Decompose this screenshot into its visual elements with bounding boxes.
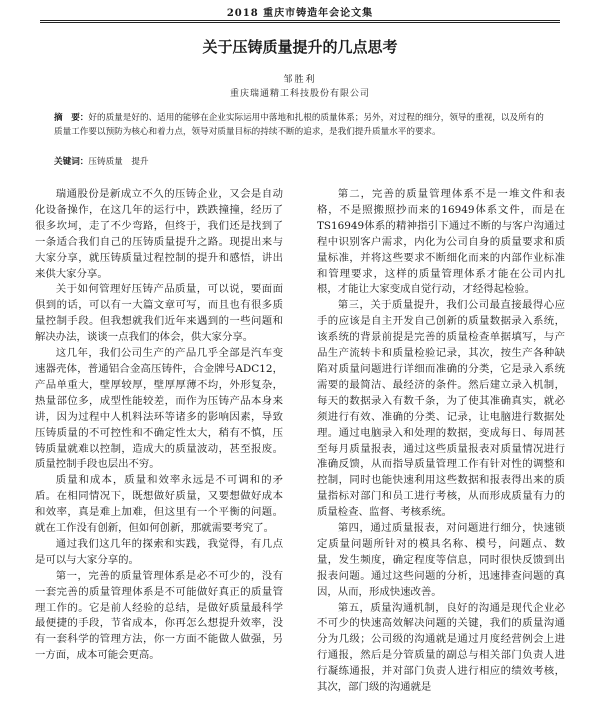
paragraph: 第一，完善的质量管理体系是必不可少的，没有一套完善的质量管理体系是不可能做好真正的质量管理工作的。它是前人经验的总结，是做好质量最科学最便捷的手段，节省成本，你再怎么想提升效率，没有一套科学的管理方法，你一方面不能做人做强，另一方面，成本可能会更高。 [35,569,283,662]
abstract-text: 好的质量是好的、适用的能够在企业实际运用中落地和扎根的质量体系；另外，对过程的细分，领导的重视，以及所有的质量工作要以预防为核心和着力点，领导对质量目标的持续不断的追求，是我们提升质量水平的要求。 [54,113,544,137]
paragraph: 通过我们这几年的探索和实践，我觉得，有几点是可以与大家分享的。 [35,537,283,566]
keywords [54,155,552,167]
header-rule [40,20,560,21]
keywords-text: 压铸质量 提升 [88,157,149,167]
author-name: 邹胜利 [283,75,317,85]
paragraph: 第三，关于质量提升，我们公司最直接最得心应手的应该是自主开发自己创新的质量数据录入系统，该系统的背景前提是完善的质量检查单据填写，与产品生产流转卡和质量检验记录，其次，按生产各种缺陷对质量问题进行详细而准确的分类，它是录入系统需要的最简洁、最经济的条件。然后建立录入机制，每天的数据录入有数千条，为了使其准确真实，就必须进行有效、准确的分类、记录，让电脑进行数据处理。通过电脑录入和处理的数据，变成每日、每周甚至每月质量报表，通过这些质量报表对质量情况进行准确反馈，从而指导质量管理工作有针对性的调整和控制，同时也能快速利用这些数据和报表得出来的质量指标对部门和员工进行考核，从而形成质量有力的质量检查、监督、考核系统。 [317,299,565,519]
paper-title: 关于压铸质量提升的几点思考 [202,38,398,56]
keywords-label: 关键词： [54,157,89,167]
paragraph: 关于如何管理好压铸产品质量，可以说，要面面俱到的话，可以有一大篇文章可写，而且也有很多质量控制手段。但我想就我们近年来遇到的一些问题和解决办法，谈谈一点我们的体会，供大家分享。 [35,283,283,344]
paragraph: 第四，通过质量报表，对问题进行细分，快速锁定质量问题所针对的模具名称、模号，问题点、数量，发生频度，确定程度等信息，同时很快反馈到出报表问题。通过这些问题的分析，迅速排查问题的真因，从而，形成快速改善。 [317,522,565,598]
paragraph: 这几年，我们公司生产的产品几乎全部是汽车变速器壳体，普通铝合金高压铸件，合金牌号ADC12，产品单重大，壁厚较厚，壁厚厚薄不均，外形复杂，热量部位多，成型性能较差，而作为压铸产品本身来讲，因为过程中人机料法环等诸多的影响因素，导致压铸质量的不可控性和不确定性太大，稍有不慎，压铸质量就难以控制，造成大的质量波动，甚至报废。质量控制手段也层出不穷。 [35,347,283,471]
paragraph: 第五，质量沟通机制，良好的沟通是现代企业必不可少的快速高效解决问题的关键，我们的质量沟通分为几级；公司级的沟通就是通过月度经营例会上进行通报，然后是分管质量的副总与相关部门负责人进行凝练通报，并对部门负责人进行相应的绩效考核，其次，部门级的沟通就是 [317,601,565,694]
paragraph: 第二，完善的质量管理体系不是一堆文件和表格，不是照搬照抄而来的16949体系文件，而是在TS16949体系的精神指引下通过不断的与客户沟通过程中识别客户需求，内化为公司自身的质量要求和质量标准，并将这些要求不断细化而来的内部作业标准和管理要求，这样的质量管理体系才能在公司内扎根，才能让大家变成自觉行动，才经得起检验。 [317,188,565,296]
header-rule-double [40,22,560,23]
running-header: 2018 重庆市铸造年会论文集 [226,8,374,19]
abstract [54,111,552,139]
abstract-label: 摘 要： [54,113,89,123]
right-column [317,187,565,696]
paragraph: 瑞通股份是新成立不久的压铸企业，又会是自动化设备操作，在这几年的运行中，跌跌撞撞，经历了很多坎坷，走了不少弯路，但终于，我们还是找到了一条适合我们自己的压铸质量提升之路。现提出来与大家分享，就压铸质量过程控制的提升和感悟，讲出来供大家分享。 [35,188,283,280]
author-affiliation: 重庆瑞通精工科技股份有限公司 [229,89,370,99]
left-column [35,187,283,664]
paragraph: 质量和成本，质量和效率永远是不可调和的矛盾。在相同情况下，既想做好质量，又要想做好成本和效率，真是难上加难，但这里有一个平衡的问题。就在工作没有创新，但如何创新，那就需要考究了。 [35,474,283,535]
